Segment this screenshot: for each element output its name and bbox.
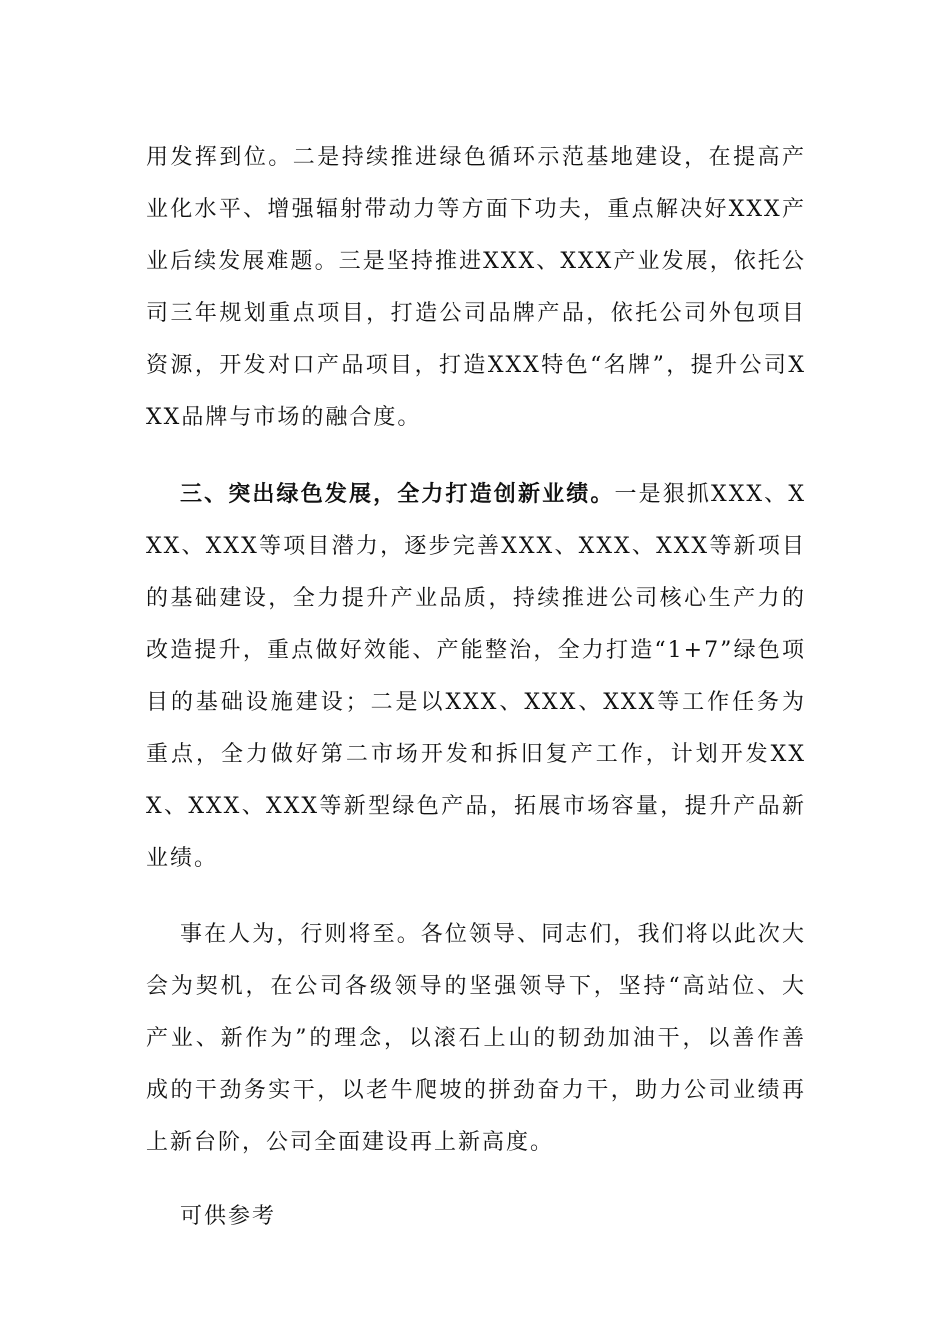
- footer-note: 可供参考: [180, 1204, 277, 1229]
- document-body: [146, 132, 806, 1243]
- paragraph-continuation: 用发挥到位。二是持续推进绿色循环示范基地建设，在提高产业化水平、增强辐射带动力等方面下功夫，重点解决好XXX产业后续发展难题。三是坚持推进XXX、XXX产业发展，依托公司三年规划重点项目，打造公司品牌产品，依托公司外包项目资源，开发对口产品项目，打造XXX特色“名牌”，提升公司XXX品牌与市场的融合度。: [146, 145, 806, 430]
- closing-paragraph: 事在人为，行则将至。各位领导、同志们，我们将以此次大会为契机，在公司各级领导的坚强领导下，坚持“高站位、大产业、新作为”的理念，以滚石上山的韧劲加油干，以善作善成的干劲务实干，以老牛爬坡的拼劲奋力干，助力公司业绩再上新台阶，公司全面建设再上新高度。: [146, 922, 806, 1155]
- section-3-paragraph: [146, 468, 806, 885]
- section-3-heading: 三、突出绿色发展，全力打造创新业绩。: [180, 481, 615, 507]
- section-3-body: 一是狠抓XXX、XXX、XXX等项目潜力，逐步完善XXX、XXX、XXX等新项目的基础建设，全力提升产业品质，持续推进公司核心生产力的改造提升，重点做好效能、产能整治，全力打造“1+7”绿色项目的基础设施建设；二是以XXX、XXX、XXX等工作任务为重点，全力做好第二市场开发和拆旧复产工作，计划开发XXX、XXX、XXX等新型绿色产品，拓展市场容量，提升产品新业绩。: [146, 482, 806, 871]
